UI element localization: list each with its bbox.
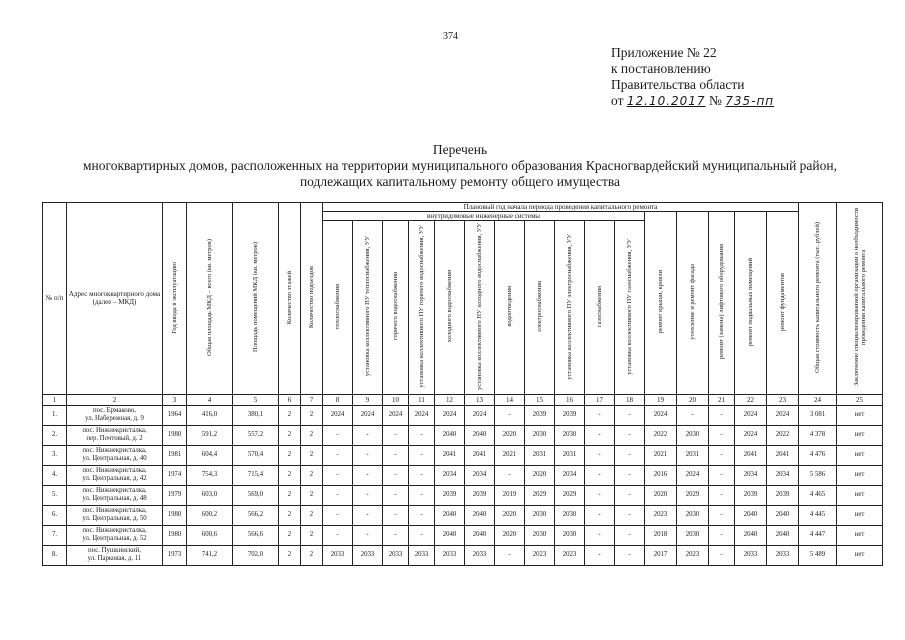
address-line-2: ул. Центральная, д. 50 (82, 515, 147, 523)
row-cell: 2040 (435, 425, 465, 445)
appendix-block (611, 45, 774, 109)
row-cell: 2 (301, 465, 323, 485)
row-cell: 715,4 (233, 465, 279, 485)
header-electric-meter: установка коллективного ПУ электроснабжения, УУ (555, 221, 585, 395)
row-cell: - (615, 505, 645, 525)
row-cell: - (383, 465, 409, 485)
header-systems-group: внутридомовые инженерные системы (323, 212, 645, 221)
row-cell: 2040 (735, 525, 767, 545)
row-cell: 2024 (735, 425, 767, 445)
address-line-2: ул. Центральная, д. 42 (82, 475, 147, 483)
column-number: 24 (799, 394, 837, 405)
row-cell: - (677, 405, 709, 425)
row-cell: 1980 (163, 525, 187, 545)
table-row (43, 505, 883, 525)
row-cell: - (353, 425, 383, 445)
row-cell: 2039 (735, 485, 767, 505)
row-number: 5. (43, 485, 67, 505)
header-hot-water-meter: установка коллективного ПУ горячего водоснабжения, УУ (409, 221, 435, 395)
column-number-row (43, 394, 883, 405)
row-cell: 4 445 (799, 505, 837, 525)
row-cell: 557,2 (233, 425, 279, 445)
row-address (67, 425, 163, 445)
row-cell: - (353, 445, 383, 465)
row-cell: 2 (279, 445, 301, 465)
row-number: 7. (43, 525, 67, 545)
row-cell: - (709, 405, 735, 425)
row-cell: - (709, 505, 735, 525)
row-cell: - (383, 525, 409, 545)
row-cell: 1964 (163, 405, 187, 425)
row-cell: - (709, 445, 735, 465)
column-number: 4 (187, 394, 233, 405)
row-cell: 2024 (383, 405, 409, 425)
row-cell: 2041 (435, 445, 465, 465)
header-elevator: ремонт (замена) лифтового оборудования (709, 212, 735, 395)
row-address (67, 505, 163, 525)
row-cell: 2030 (677, 425, 709, 445)
table-row (43, 525, 883, 545)
row-cell: - (709, 425, 735, 445)
row-cell: 2024 (353, 405, 383, 425)
row-cell: - (409, 425, 435, 445)
address-line-2: пер. Почтовый, д. 2 (86, 435, 143, 443)
row-cell: 1973 (163, 545, 187, 565)
column-number: 23 (767, 394, 799, 405)
row-cell: 702,0 (233, 545, 279, 565)
row-cell: 2039 (465, 485, 495, 505)
row-cell: 1974 (163, 465, 187, 485)
row-cell: - (585, 485, 615, 505)
row-cell: 2024 (767, 405, 799, 425)
row-cell: - (323, 525, 353, 545)
row-cell: - (615, 405, 645, 425)
address-line-2: ул. Центральная, д. 40 (82, 455, 147, 463)
row-number: 2. (43, 425, 67, 445)
row-cell: - (709, 545, 735, 565)
row-cell: - (323, 425, 353, 445)
column-number: 1 (43, 394, 67, 405)
appendix-line-2: к постановлению (611, 61, 711, 76)
column-number: 18 (615, 394, 645, 405)
row-cell: 2040 (435, 505, 465, 525)
row-cell: 2 (301, 445, 323, 465)
row-cell: 2024 (735, 405, 767, 425)
row-cell: 2030 (525, 425, 555, 445)
row-cell: 2023 (677, 545, 709, 565)
row-cell: - (409, 505, 435, 525)
address-line-1: пос. Ермаково, (93, 407, 136, 415)
row-cell: 2030 (677, 525, 709, 545)
row-cell: 2039 (767, 485, 799, 505)
row-cell: 2020 (495, 425, 525, 445)
address-line-1: пос. Нижнекристалка, (82, 467, 147, 475)
row-cell: 2033 (735, 545, 767, 565)
header-cost: Общая стоимость капитального ремонта (тыс. рублей) (799, 203, 837, 395)
row-cell: 2 (279, 465, 301, 485)
row-cell: 2022 (645, 425, 677, 445)
row-cell: - (585, 525, 615, 545)
column-number: 12 (435, 394, 465, 405)
row-cell: 2024 (645, 405, 677, 425)
row-cell: 2024 (465, 405, 495, 425)
row-cell: 754,3 (187, 465, 233, 485)
row-cell: - (383, 425, 409, 445)
appendix-line-3: Правительства области (611, 77, 745, 92)
table-row (43, 445, 883, 465)
row-cell: - (615, 465, 645, 485)
row-cell: 2040 (767, 505, 799, 525)
row-cell: - (709, 485, 735, 505)
row-cell: 603,0 (187, 485, 233, 505)
row-cell: - (585, 405, 615, 425)
row-cell: 2040 (465, 505, 495, 525)
header-heat-meter: установка коллективного ПУ теплоснабжения, УУ (353, 221, 383, 395)
row-cell: 2024 (323, 405, 353, 425)
header-sewer: водоотведения (495, 221, 525, 395)
row-cell: 2033 (409, 545, 435, 565)
row-cell: - (353, 505, 383, 525)
header-address: Адрес многоквартирного дома (далее – МКД) (67, 203, 163, 395)
number-prefix: № (708, 93, 722, 108)
row-cell: 2 (301, 545, 323, 565)
row-address (67, 445, 163, 465)
row-cell: 2034 (767, 465, 799, 485)
row-cell: 2016 (645, 465, 677, 485)
row-cell: - (709, 465, 735, 485)
header-year: Год ввода в эксплуатацию (163, 203, 187, 395)
column-number: 11 (409, 394, 435, 405)
address-line-1: пос. Пушкинский, (87, 547, 142, 555)
row-cell: 2 (279, 545, 301, 565)
row-cell: 2030 (525, 505, 555, 525)
title-line-2: многоквартирных домов, расположенных на территории муниципального образования Красногвардейский муниципальный район, (83, 158, 837, 173)
row-cell: 380,1 (233, 405, 279, 425)
row-cell: нет (837, 525, 883, 545)
column-number: 17 (585, 394, 615, 405)
row-cell: 2 (301, 525, 323, 545)
row-cell: 2022 (767, 425, 799, 445)
row-cell: 2021 (645, 445, 677, 465)
row-cell: 2039 (525, 405, 555, 425)
title-line-3: подлежащих капитальному ремонту общего имущества (299, 174, 621, 189)
row-cell: 2 (279, 425, 301, 445)
row-cell: нет (837, 445, 883, 465)
row-cell: 2030 (555, 525, 585, 545)
row-cell: - (323, 465, 353, 485)
row-cell: 4 447 (799, 525, 837, 545)
row-cell: нет (837, 425, 883, 445)
column-number: 25 (837, 394, 883, 405)
column-number: 15 (525, 394, 555, 405)
column-number: 13 (465, 394, 495, 405)
row-cell: 2020 (495, 525, 525, 545)
row-cell: 2 (279, 485, 301, 505)
row-number: 8. (43, 545, 67, 565)
row-cell: 570,4 (233, 445, 279, 465)
address-line-1: пос. Нижнекристалка, (82, 527, 147, 535)
row-cell: 591,2 (187, 425, 233, 445)
row-cell: 2039 (555, 405, 585, 425)
row-cell: - (615, 485, 645, 505)
row-cell: 2024 (677, 465, 709, 485)
row-cell: 2041 (767, 445, 799, 465)
row-cell: 2023 (555, 545, 585, 565)
row-cell: 2029 (677, 485, 709, 505)
row-address (67, 465, 163, 485)
row-cell: 4 465 (799, 485, 837, 505)
row-cell: 2041 (465, 445, 495, 465)
row-cell: 2031 (677, 445, 709, 465)
row-number: 3. (43, 445, 67, 465)
row-cell: 4 378 (799, 425, 837, 445)
row-cell: - (615, 425, 645, 445)
row-cell: 2024 (409, 405, 435, 425)
table-row (43, 405, 883, 425)
header-living-area: Площадь помещений МКД (кв. метров) (233, 203, 279, 395)
column-number: 21 (709, 394, 735, 405)
header-foundation: ремонт фундаментов (767, 212, 799, 395)
header-hot-water: горячего водоснабжения (383, 221, 409, 395)
row-cell: 2 (279, 405, 301, 425)
row-cell: 2039 (435, 485, 465, 505)
row-address (67, 405, 163, 425)
row-cell: 566,2 (233, 505, 279, 525)
header-floors: Количество этажей (279, 203, 301, 395)
row-cell: 2018 (645, 525, 677, 545)
row-cell: 1980 (163, 505, 187, 525)
row-cell: 5 586 (799, 465, 837, 485)
column-number: 6 (279, 394, 301, 405)
row-cell: - (383, 505, 409, 525)
row-cell: 2033 (353, 545, 383, 565)
row-cell: 2040 (767, 525, 799, 545)
header-basement: ремонт подвальных помещений (735, 212, 767, 395)
row-cell: 2019 (495, 485, 525, 505)
header-gas: газоснабжения (585, 221, 615, 395)
row-cell: 5 489 (799, 545, 837, 565)
row-number: 1. (43, 405, 67, 425)
row-cell: 2 (301, 405, 323, 425)
header-entrances: Количество подъездов (301, 203, 323, 395)
row-cell: 2040 (465, 525, 495, 545)
page-number: 374 (443, 31, 458, 42)
header-roof: ремонт крыши, кровли (645, 212, 677, 395)
row-cell: 2029 (525, 485, 555, 505)
row-cell: 2040 (735, 505, 767, 525)
row-cell: 2020 (645, 485, 677, 505)
row-cell: 2034 (465, 465, 495, 485)
row-cell: 741,2 (187, 545, 233, 565)
table-row (43, 485, 883, 505)
row-cell: - (585, 445, 615, 465)
row-cell: - (615, 545, 645, 565)
header-plan-group: Плановый год начала периода проведения капитального ремонта (323, 203, 799, 212)
address-line-2: ул. Центральная, д. 48 (82, 495, 147, 503)
row-cell: 2041 (735, 445, 767, 465)
handwritten-number: 735-пп (725, 94, 775, 108)
row-cell: 2033 (383, 545, 409, 565)
row-cell: - (409, 465, 435, 485)
address-line-1: пос. Нижнекристалка, (82, 507, 147, 515)
header-heat: теплоснабжения (323, 221, 353, 395)
header-facade: утепление и ремонт фасада (677, 212, 709, 395)
row-cell: 2020 (495, 505, 525, 525)
row-cell: 2030 (555, 505, 585, 525)
row-cell: 2030 (677, 505, 709, 525)
row-cell: 2030 (555, 425, 585, 445)
row-number: 6. (43, 505, 67, 525)
row-address (67, 545, 163, 565)
row-cell: нет (837, 505, 883, 525)
row-cell: 4 476 (799, 445, 837, 465)
row-cell: - (585, 545, 615, 565)
row-cell: нет (837, 485, 883, 505)
row-cell: - (615, 525, 645, 545)
row-cell: 2020 (525, 465, 555, 485)
column-number: 3 (163, 394, 187, 405)
header-electric: электроснабжения (525, 221, 555, 395)
row-cell: - (409, 485, 435, 505)
header-cold-water-meter: установка коллективного ПУ холодного водоснабжения, УУ (465, 221, 495, 395)
column-number: 9 (353, 394, 383, 405)
row-cell: 604,4 (187, 445, 233, 465)
row-cell: 2023 (525, 545, 555, 565)
row-cell: - (585, 425, 615, 445)
row-cell: 2033 (435, 545, 465, 565)
row-cell: 1980 (163, 425, 187, 445)
header-total-area: Общая площадь МКД – всего (кв. метров) (187, 203, 233, 395)
column-number: 10 (383, 394, 409, 405)
row-cell: 2021 (495, 445, 525, 465)
row-cell: нет (837, 465, 883, 485)
row-cell: 2031 (555, 445, 585, 465)
row-cell: 2034 (735, 465, 767, 485)
row-cell: - (495, 465, 525, 485)
address-line-2: ул. Парковая, д. 11 (87, 555, 142, 563)
column-number: 20 (677, 394, 709, 405)
row-cell: нет (837, 405, 883, 425)
row-cell: 2040 (465, 425, 495, 445)
row-cell: 2030 (525, 525, 555, 545)
row-cell: - (353, 485, 383, 505)
row-number: 4. (43, 465, 67, 485)
column-number: 16 (555, 394, 585, 405)
row-cell: 569,0 (233, 485, 279, 505)
row-cell: 2033 (465, 545, 495, 565)
row-cell: 2040 (435, 525, 465, 545)
row-cell: - (495, 545, 525, 565)
row-cell: - (409, 445, 435, 465)
row-cell: 1979 (163, 485, 187, 505)
header-gas-meter: установка коллективного ПУ газоснабжения, УУ (615, 221, 645, 395)
houses-table (42, 202, 883, 566)
row-cell: 2017 (645, 545, 677, 565)
row-cell: 600,2 (187, 505, 233, 525)
row-cell: - (383, 485, 409, 505)
column-number: 5 (233, 394, 279, 405)
appendix-line-1: Приложение № 22 (611, 45, 717, 60)
header-np: № п/п (43, 203, 67, 395)
row-cell: - (409, 525, 435, 545)
column-number: 8 (323, 394, 353, 405)
row-cell: - (323, 505, 353, 525)
row-address (67, 525, 163, 545)
row-cell: 2 (301, 505, 323, 525)
row-cell: - (353, 465, 383, 485)
column-number: 7 (301, 394, 323, 405)
row-cell: 2023 (645, 505, 677, 525)
row-cell: 416,0 (187, 405, 233, 425)
row-cell: 1981 (163, 445, 187, 465)
row-cell: 2034 (555, 465, 585, 485)
row-cell: - (585, 505, 615, 525)
row-cell: 2 (279, 525, 301, 545)
row-cell: 3 081 (799, 405, 837, 425)
row-cell: 566,6 (233, 525, 279, 545)
row-cell: 2033 (767, 545, 799, 565)
date-prefix: от (611, 93, 624, 108)
column-number: 14 (495, 394, 525, 405)
row-cell: - (383, 445, 409, 465)
row-cell: 2034 (435, 465, 465, 485)
table-row (43, 465, 883, 485)
table-row (43, 425, 883, 445)
row-cell: - (323, 445, 353, 465)
row-cell: 2029 (555, 485, 585, 505)
address-line-1: пос. Нижнекристалка, (82, 487, 147, 495)
row-cell: нет (837, 545, 883, 565)
document-title (30, 142, 890, 190)
appendix-date-line (611, 93, 774, 109)
header-conclusion: Заключение специализированной организации о необходимости проведения капитального ремонта (837, 203, 883, 395)
row-cell: - (615, 445, 645, 465)
row-cell: 600,6 (187, 525, 233, 545)
row-cell: 2 (301, 425, 323, 445)
address-line-2: ул. Центральная, д. 52 (82, 535, 147, 543)
row-cell: 2033 (323, 545, 353, 565)
column-number: 22 (735, 394, 767, 405)
address-line-2: ул. Набережная, д. 9 (85, 415, 144, 423)
handwritten-date: 12.10.2017 (626, 94, 706, 108)
row-cell: - (353, 525, 383, 545)
row-cell: - (585, 465, 615, 485)
row-cell: - (323, 485, 353, 505)
row-cell: 2031 (525, 445, 555, 465)
row-cell: 2 (279, 505, 301, 525)
row-address (67, 485, 163, 505)
column-number: 2 (67, 394, 163, 405)
table-body (43, 394, 883, 565)
table-row (43, 545, 883, 565)
header-cold-water: холодного водоснабжения (435, 221, 465, 395)
address-line-1: пос. Нижнекристалка, (82, 427, 147, 435)
row-cell: 2024 (435, 405, 465, 425)
row-cell: - (709, 525, 735, 545)
title-line-1: Перечень (432, 142, 488, 157)
address-line-1: пос. Нижнекристалка, (82, 447, 147, 455)
column-number: 19 (645, 394, 677, 405)
row-cell: - (495, 405, 525, 425)
row-cell: 2 (301, 485, 323, 505)
